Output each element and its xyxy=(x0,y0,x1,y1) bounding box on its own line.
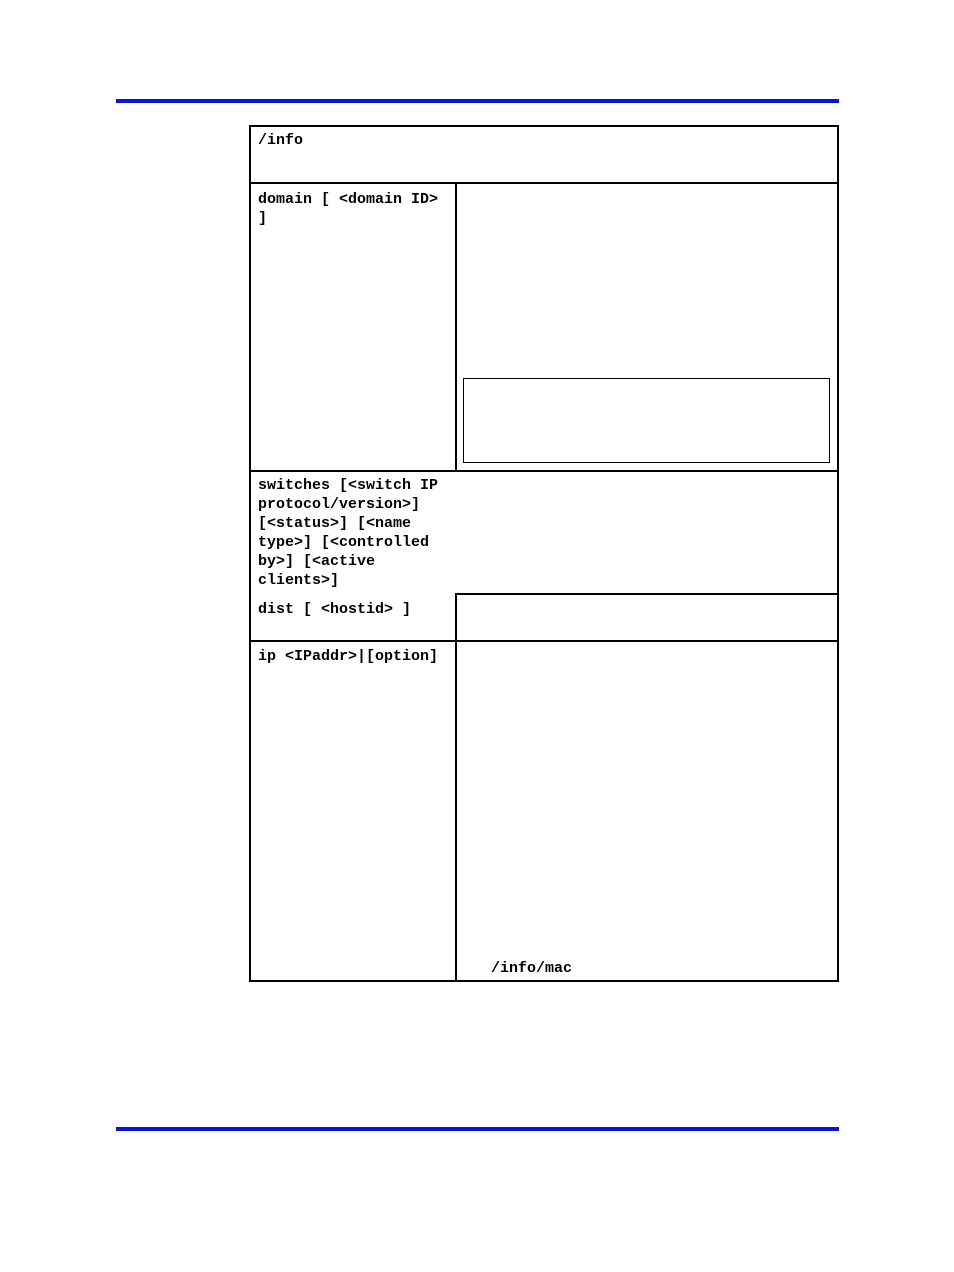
table-border-bottom xyxy=(249,980,839,982)
row-separator-dist-right xyxy=(455,593,839,595)
column-separator-dist xyxy=(455,593,457,641)
command-dist: dist [ <hostid> ] xyxy=(258,601,412,618)
row-separator-ip xyxy=(249,640,839,642)
command-table xyxy=(249,125,839,982)
table-border-left xyxy=(249,125,251,982)
description-ip-reference: /info/mac xyxy=(491,960,573,977)
table-border-top xyxy=(249,125,839,127)
command-switches: switches [<switch IP protocol/version>] [<status>] [<name type>] [<controlled by>] [<active clients>] xyxy=(258,477,439,589)
column-separator-domain xyxy=(455,182,457,471)
command-domain: domain [ <domain ID> ] xyxy=(258,191,439,227)
table-border-right xyxy=(837,125,839,982)
note-box xyxy=(463,378,830,463)
footer-rule xyxy=(116,1127,839,1131)
table-header-command: /info xyxy=(258,132,304,149)
header-rule xyxy=(116,99,839,103)
row-separator-domain xyxy=(249,470,839,472)
column-separator-ip xyxy=(455,640,457,982)
header-separator xyxy=(249,182,839,184)
command-ip: ip <IPaddr>|[option] xyxy=(258,648,439,665)
